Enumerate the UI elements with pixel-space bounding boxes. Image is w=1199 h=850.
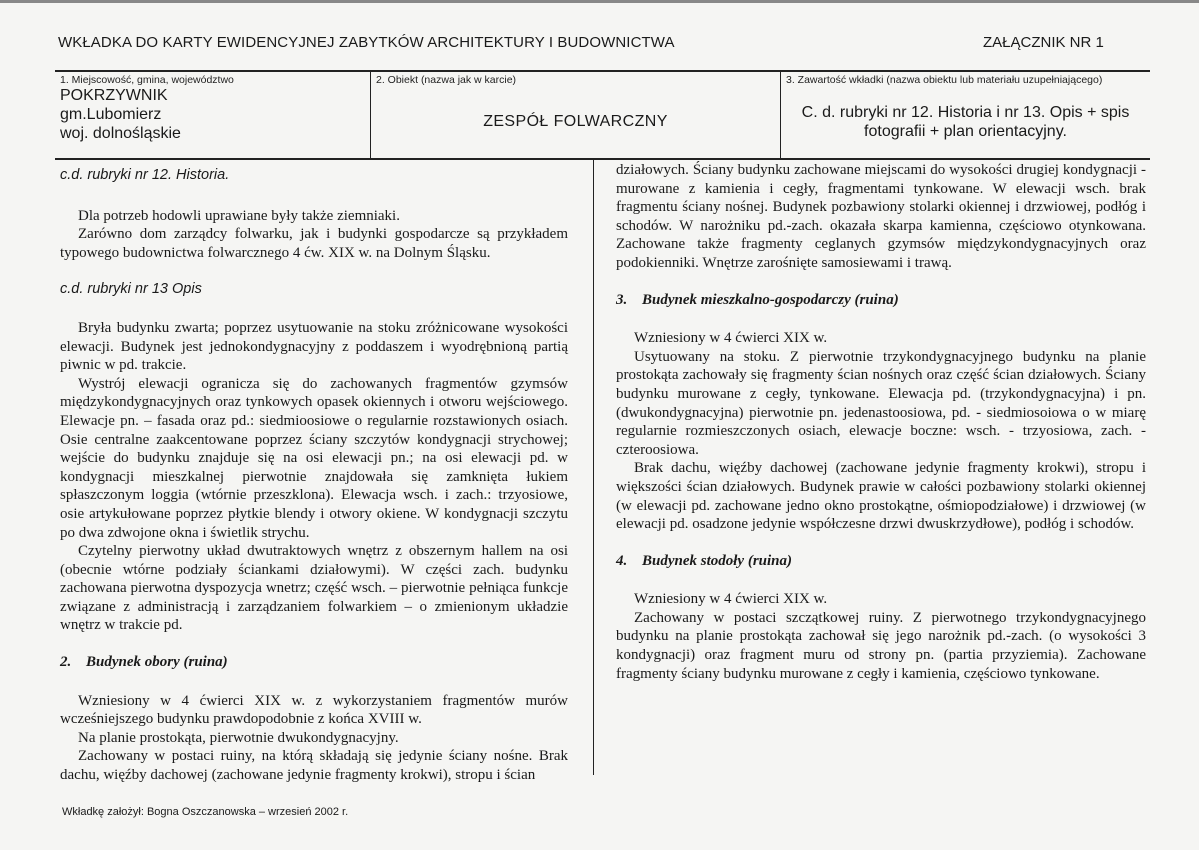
right-column — [616, 160, 1146, 683]
document-title: WKŁADKA DO KARTY EWIDENCYJNEJ ZABYTKÓW ARCHITEKTURY I BUDOWNICTWA — [58, 34, 675, 51]
section-2-number: 2. — [60, 654, 72, 671]
object-label: 2. Obiekt (nazwa jak w karcie) — [376, 74, 517, 86]
history-paragraph: Zarówno dom zarządcy folwarku, jak i budynki gospodarcze są przykładem typowego budownictwa folwarcznego 4 ćw. XIX w. na Dolnym Śląsku. — [60, 226, 568, 261]
description-heading: c.d. rubryki nr 13 Opis — [60, 281, 202, 298]
top-border — [0, 0, 1199, 3]
section-2-paragraph: Wzniesiony w 4 ćwierci XIX w. z wykorzystaniem fragmentów murów wcześniejszego budynku prawdopodobnie z końca XVIII w. — [60, 692, 568, 728]
description-paragraph: Czytelny pierwotny układ dwutraktowych wnętrz z obszernym hallem na osi (obecnie wtórne podziały ściankami działowymi). W części zach. budynku zachowana pierwotna dyspozycja wnetrz; część wsch. – pierwotnie pełniąca funkcje związane z administracją i zarządzaniem folwarkiem – o zmienionym układzie wnętrz w trakcie pd. — [60, 543, 568, 634]
section-3-number: 3. — [616, 291, 628, 308]
location-commune: gm.Lubomierz — [60, 106, 162, 123]
section-2-title: Budynek obory (ruina) — [86, 654, 228, 671]
section-3-title: Budynek mieszkalno-gospodarczy (ruina) — [642, 291, 899, 308]
history-paragraph: Dla potrzeb hodowli uprawiane były także ziemniaki. — [78, 207, 400, 224]
section-2-heading — [60, 653, 568, 672]
content-cell — [780, 72, 1150, 158]
section-2-paragraph: Na planie prostokąta, pierwotnie dwukondygnacyjny. — [78, 729, 399, 746]
location-town: POKRZYWNIK — [60, 87, 168, 104]
section-4-number: 4. — [616, 552, 628, 569]
section-2-continuation: działowych. Ściany budynku zachowane miejscami do wysokości drugiej kondygnacji - murowane z kamienia i cegły, fragmentami tynkowane. W elewacji wsch. brak fragmentu ściany nośnej. Budynek pozbawiony stolarki okiennej i drzwiowej, podłóg i schodów. W narożniku pd.-zach. okazała skarpa kamienna, częściowo otynkowana. Zachowane także fragmenty ceglanych gzymsów międzykondygnacyjnych oraz podokienniki. Wnętrze zarośnięte samosiewami i trawą. — [616, 162, 1146, 271]
location-label: 1. Miejscowość, gmina, województwo — [60, 74, 234, 86]
left-column — [60, 160, 568, 785]
description-paragraph: Wystrój elewacji ogranicza się do zachowanych fragmentów gzymsów międzykondygnacyjnych oraz tynkowych opasek okiennych i otworu wejściowego. Elewacje pn. – fasada oraz pd.: siedmioosiowe o regularnie rozstawionych osiach. Osie centralne zaakcentowane poprzez ściany szczytów kondygnacji strychowej; wejście do budynku znajduje się na osi elewacji pn.; na osi elewacji pd. w kondygnacji mieszkalnej pierwotnie znajdowała się zamknięta łukiem spłaszczonym loggia (wtórnie przeszklona). Elewacja wsch. i zach.: trzyosiowe, osie artykułowane poprzez płytkie blendy i otwory okiene. W kondygnacji szczytu po dwa zdwojone okna i świetlik strychu. — [60, 375, 568, 541]
description-paragraph: Bryła budynku zwarta; poprzez usytuowanie na stoku zróżnicowane wysokości elewacji. Budynek jest jednokondygnacyjny z poddaszem i wyodrębnioną partią piwnic w pd. trakcie. — [60, 319, 568, 374]
section-3-paragraph: Wzniesiony w 4 ćwierci XIX w. — [634, 330, 828, 347]
location-cell — [55, 72, 370, 158]
header-fields-table — [55, 70, 1150, 160]
column-divider — [593, 160, 594, 775]
annex-number: ZAŁĄCZNIK NR 1 — [983, 34, 1104, 51]
location-voivodeship: woj. dolnośląskie — [60, 125, 181, 142]
section-4-heading — [616, 552, 1146, 571]
section-2-paragraph: Zachowany w postaci ruiny, na którą składają się jedynie ściany nośne. Brak dachu, więźby dachowej (zachowane jedynie fragmenty krokwi), stropu i ścian — [60, 748, 568, 784]
section-3-paragraph: Usytuowany na stoku. Z pierwotnie trzykondygnacyjnego budynku na planie prostokąta zachowały się fragmenty ścian nośnych oraz część ścian działowych. Ściany budynku murowane z cegły, tynkowane. Elewacja pd. (trzykondygnacyjna) i pn. (dwukondygnacyjna) pierwotnie pn. jedenastoosiowa, pd. - siedmiosoiowa o w miarę regularnie rozmieszczonych osiach, elewacje boczne: wsch. - trzyosiowa, zach. - czteroosiowa. — [616, 348, 1146, 458]
section-3-paragraph: Brak dachu, więźby dachowej (zachowane jedynie fragmenty krokwi), stropu i większości ścian działowych. Budynek prawie w całości pozbawiony stolarki okiennej (w elewacji pd. zachowane jedno okno prostokątne, ośmiopodziałowe) i drzwiowej (w elewacji pd. osadzone jedynie współczesne drzwi dwuskrzydłowe), podłóg i schodów. — [616, 460, 1146, 533]
object-value: ZESPÓŁ FOLWARCZNY — [483, 113, 668, 130]
history-heading: c.d. rubryki nr 12. Historia. — [60, 167, 230, 183]
author-footer: Wkładkę założył: Bogna Oszczanowska – wrzesień 2002 r. — [62, 806, 349, 818]
section-4-paragraph: Zachowany w postaci szczątkowej ruiny. Z pierwotnego trzykondygnacyjnego budynku na planie prostokąta zachował się jego narożnik pd.-zach. (o wysokości 3 kondygnacji) oraz fragment muru od strony pn. (partia przyziemia). Zachowane fragmenty ściany budynku murowane z cegły i kamienia, częściowo tynkowane. — [616, 609, 1146, 682]
section-3-heading — [616, 291, 1146, 310]
object-cell — [370, 72, 780, 158]
content-value: C. d. rubryki nr 12. Historia i nr 13. Opis + spis fotografii + plan orientacyjny. — [801, 104, 1130, 140]
section-4-paragraph: Wzniesiony w 4 ćwierci XIX w. — [634, 591, 828, 608]
section-4-title: Budynek stodoły (ruina) — [642, 552, 793, 569]
content-label: 3. Zawartość wkładki (nazwa obiektu lub materiału uzupełniającego) — [786, 74, 1103, 86]
